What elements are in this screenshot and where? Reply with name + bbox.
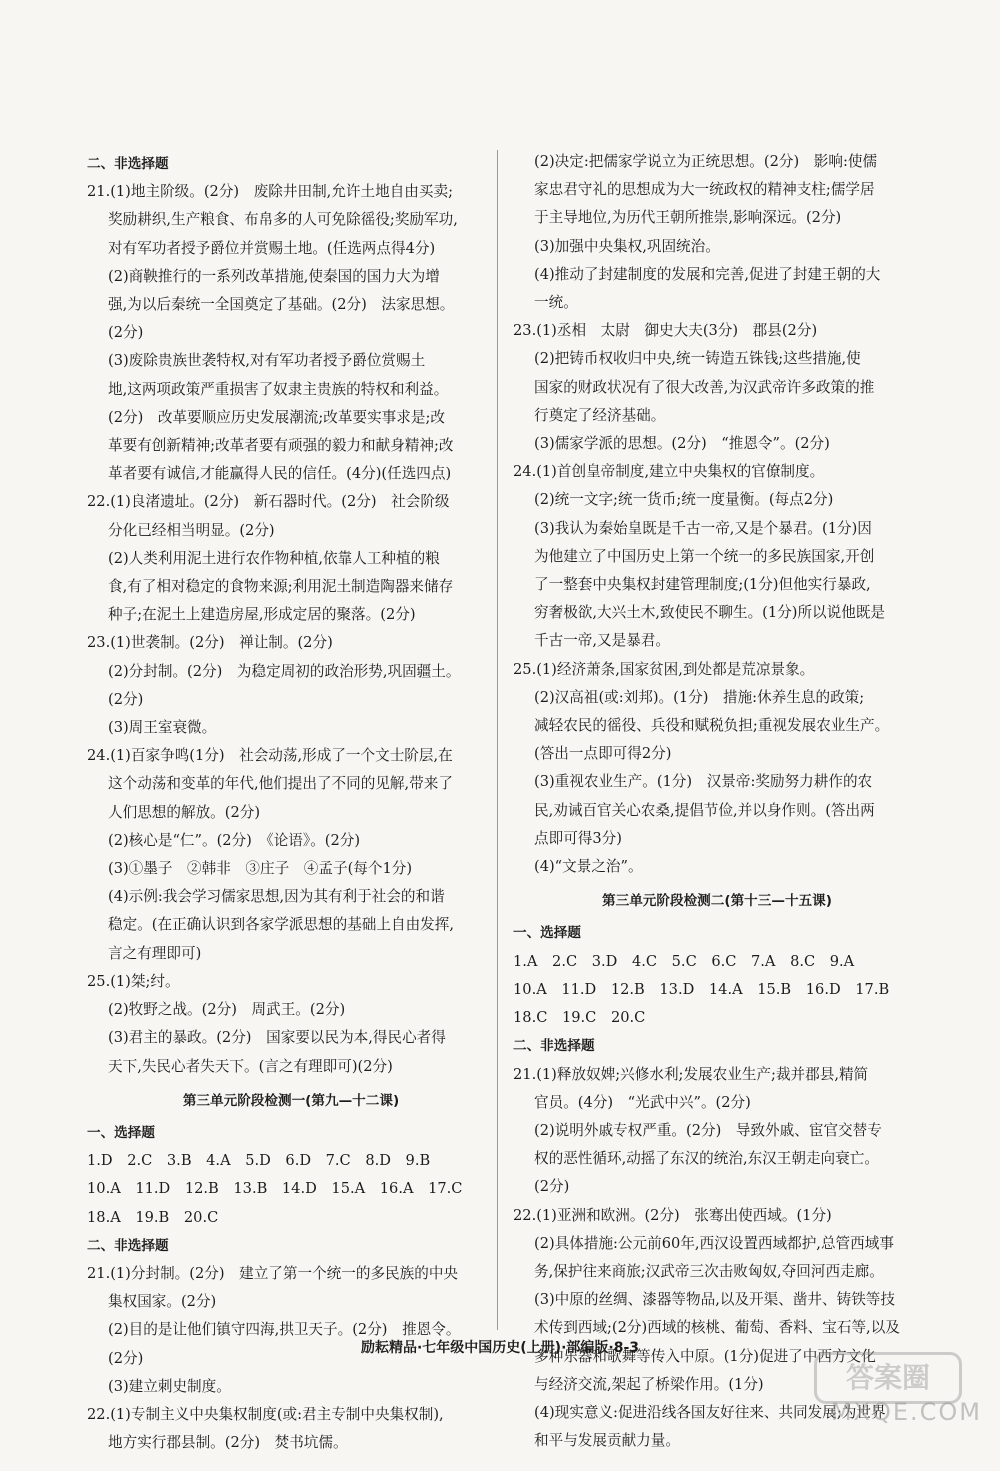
answer-line: (4)示例:我会学习儒家思想,因为其有利于社会的和谐 — [108, 888, 445, 906]
answer-line: (2)统一文字;统一货币;统一度量衡。(每点2分) — [534, 491, 834, 509]
answer-line: (2)牧野之战。(2分) 周武王。(2分) — [108, 1001, 346, 1019]
answer-line: 官员。(4分) “光武中兴”。(2分) — [534, 1093, 751, 1111]
watermark-site: MXQE.COM — [830, 1398, 982, 1426]
answer-line: 强,为以后秦统一全国奠定了基础。(2分) 法家思想。 — [108, 296, 455, 314]
section-heading: 二、非选择题 — [87, 156, 169, 172]
section-heading: 二、非选择题 — [87, 1237, 169, 1254]
answer-line: 人们思想的解放。(2分) — [108, 803, 261, 821]
answer-line: 1.A 2.C 3.D 4.C 5.C 6.C 7.A 8.C 9.A — [513, 952, 855, 970]
answer-line: (2)分封制。(2分) 为稳定周初的政治形势,巩固疆土。 — [108, 662, 461, 680]
answer-line: 天下,失民心者失天下。(言之有理即可)(2分) — [108, 1057, 393, 1075]
answer-line: 23.(1)世袭制。(2分) 禅让制。(2分) — [87, 634, 333, 652]
answer-line: 与经济交流,架起了桥梁作用。(1分) — [534, 1375, 764, 1393]
unit-title: 第三单元阶段检测一(第九—十二课) — [182, 1092, 400, 1109]
answer-line: 革者要有诚信,才能赢得人民的信任。(4分)(任选四点) — [108, 465, 452, 483]
answer-line: 为他建立了中国历史上第一个统一的多民族国家,开创 — [534, 547, 875, 565]
answer-line: 一统。 — [534, 294, 578, 312]
answer-line: 集权国家。(2分) — [108, 1293, 217, 1311]
answer-line: (2分) — [108, 690, 144, 708]
answer-line: (2)说明外戚专权严重。(2分) 导致外戚、宦官交替专 — [534, 1121, 882, 1139]
answer-line: 行奠定了经济基础。 — [534, 406, 666, 424]
answer-line: 23.(1)丞相 太尉 御史大夫(3分) 郡县(2分) — [513, 322, 818, 340]
answer-line: (3)周王室衰微。 — [108, 719, 217, 737]
answer-line: 穷奢极欲,大兴土木,致使民不聊生。(1分)所以说他既是 — [534, 604, 886, 622]
answer-line: 权的恶性循环,动摇了东汉的统治,东汉王朝走向衰亡。 — [534, 1150, 879, 1168]
answer-line: 21.(1)地主阶级。(2分) 废除井田制,允许土地自由买卖; — [87, 183, 453, 201]
answer-line: 地,这两项政策严重损害了奴隶主贵族的特权和利益。 — [108, 380, 449, 398]
answer-line: 这个动荡和变革的年代,他们提出了不同的见解,带来了 — [108, 775, 453, 793]
answer-line: 21.(1)释放奴婢;兴修水利;发展农业生产;裁并郡县,精简 — [513, 1065, 869, 1083]
answer-line: (3)君主的暴政。(2分) 国家要以民为本,得民心者得 — [108, 1029, 446, 1047]
answer-line: 民,劝诫百官关心农桑,提倡节俭,并以身作则。(答出两 — [534, 801, 875, 819]
answer-line: 点即可得3分) — [534, 829, 622, 847]
answer-line: (3)加强中央集权,巩固统治。 — [534, 237, 720, 255]
answer-line: (3)建立刺史制度。 — [108, 1377, 231, 1395]
answer-line: (2)人类利用泥土进行农作物种植,依靠人工种植的粮 — [108, 549, 440, 567]
answer-line: 25.(1)经济萧条,国家贫困,到处都是荒凉景象。 — [513, 660, 815, 678]
answer-line: 多种乐器和歌舞等传入中原。(1分)促进了中西方文化 — [534, 1347, 876, 1365]
answer-line: 21.(1)分封制。(2分) 建立了第一个统一的多民族的中央 — [87, 1264, 459, 1282]
answer-line: (3)重视农业生产。(1分) 汉景帝:奖励努力耕作的农 — [534, 773, 873, 791]
answer-line: 18.A 19.B 20.C — [87, 1208, 219, 1226]
answer-line: 22.(1)亚洲和欧洲。(2分) 张骞出使西域。(1分) — [513, 1206, 832, 1224]
answer-line: 种子;在泥土上建造房屋,形成定居的聚落。(2分) — [108, 606, 416, 624]
left-column — [87, 150, 495, 1457]
answer-line: (答出一点即可得2分) — [534, 745, 672, 763]
answer-line: 言之有理即可) — [108, 944, 202, 962]
answer-line: (2)具体措施:公元前60年,西汉设置西域都护,总管西域事 — [534, 1234, 894, 1252]
column-divider — [497, 150, 498, 1330]
answer-line: 10.A 11.D 12.B 13.B 14.D 15.A 16.A 17.C — [87, 1180, 463, 1198]
answer-line: (3)我认为秦始皇既是千古一帝,又是个暴君。(1分)因 — [534, 519, 872, 537]
answer-line: (2分) — [108, 1349, 144, 1367]
answer-line: 10.A 11.D 12.B 13.D 14.A 15.B 16.D 17.B — [513, 980, 890, 998]
answer-line: (2)核心是“仁”。(2分) 《论语》。(2分) — [108, 831, 361, 849]
answer-line: 奖励耕织,生产粮食、布帛多的人可免除徭役;奖励军功, — [108, 211, 458, 229]
answer-line: (2分) — [108, 324, 144, 342]
watermark-logo: 答案圈 — [814, 1352, 962, 1404]
answer-line: 了一整套中央集权封建管理制度;(1分)但他实行暴政, — [534, 576, 871, 594]
unit-title: 第三单元阶段检测二(第十三—十五课) — [602, 893, 832, 910]
answer-line: 国家的财政状况有了很大改善,为汉武帝许多政策的推 — [534, 378, 875, 396]
answer-line: 22.(1)良渚遗址。(2分) 新石器时代。(2分) 社会阶级 — [87, 493, 450, 511]
section-heading: 一、选择题 — [513, 925, 581, 942]
answer-line: (3)废除贵族世袭特权,对有军功者授予爵位赏赐土 — [108, 352, 426, 370]
answer-line: 地方实行郡县制。(2分) 焚书坑儒。 — [108, 1434, 348, 1452]
answer-line: (2)把铸币权收归中央,统一铸造五铢钱;这些措施,使 — [534, 350, 861, 368]
answer-line: 减轻农民的徭役、兵役和赋税负担;重视发展农业生产。 — [534, 717, 890, 735]
answer-line: 稳定。(在正确认识到各家学派思想的基础上自由发挥, — [108, 916, 454, 934]
answer-line: 食,有了相对稳定的食物来源;利用泥土制造陶器来储存 — [108, 578, 454, 596]
answer-line: (2)目的是让他们镇守四海,拱卫天子。(2分) 推恩令。 — [108, 1321, 461, 1339]
answer-line: 分化已经相当明显。(2分) — [108, 521, 275, 539]
answer-line: 和平与发展贡献力量。 — [534, 1432, 680, 1450]
answer-line: 22.(1)专制主义中央集权制度(或:君主专制中央集权制), — [87, 1405, 444, 1423]
answer-line: 家忠君守礼的思想成为大一统政权的精神支柱;儒学居 — [534, 181, 875, 199]
answer-line: 革要有创新精神;改革者要有顽强的毅力和献身精神;改 — [108, 437, 454, 455]
answer-line: 24.(1)首创皇帝制度,建立中央集权的官僚制度。 — [513, 463, 825, 481]
answer-line: (2)决定:把儒家学说立为正统思想。(2分) 影响:使儒 — [534, 153, 878, 170]
answer-line: 千古一帝,又是暴君。 — [534, 632, 670, 650]
answer-line: (2分) — [534, 1178, 570, 1196]
answer-line: (4)“文景之治”。 — [534, 858, 643, 876]
right-column — [513, 148, 921, 1455]
answer-line: (3)儒家学派的思想。(2分) “推恩令”。(2分) — [534, 435, 830, 453]
answer-line: 1.D 2.C 3.B 4.A 5.D 6.D 7.C 8.D 9.B — [87, 1152, 431, 1170]
answer-line: (2)汉高祖(或:刘邦)。(1分) 措施:休养生息的政策; — [534, 688, 865, 706]
answer-line: (3)①墨子 ②韩非 ③庄子 ④孟子(每个1分) — [108, 860, 413, 878]
answer-line: (3)中原的丝绸、漆器等物品,以及开渠、凿井、铸铁等技 — [534, 1291, 895, 1309]
answer-line: (4)推动了封建制度的发展和完善,促进了封建王朝的大 — [534, 265, 881, 283]
answer-line: (4)现实意义:促进沿线各国友好往来、共同发展;为世界 — [534, 1403, 886, 1421]
answer-line: (2)商鞅推行的一系列改革措施,使秦国的国力大为增 — [108, 267, 440, 285]
section-heading: 二、非选择题 — [513, 1038, 595, 1055]
answer-line: 24.(1)百家争鸣(1分) 社会动荡,形成了一个文士阶层,在 — [87, 747, 453, 765]
answer-line: 术传到西域;(2分)西域的核桃、葡萄、香料、宝石等,以及 — [534, 1319, 900, 1337]
section-heading: 一、选择题 — [87, 1124, 155, 1141]
answer-line: 对有军功者授予爵位并赏赐土地。(任选两点得4分) — [108, 239, 436, 257]
page-footer: 励耘精品·七年级中国历史(上册)·部编版·8-3 — [360, 1340, 640, 1356]
answer-line: 于主导地位,为历代王朝所推崇,影响深远。(2分) — [534, 209, 842, 227]
answer-line: 25.(1)桀;纣。 — [87, 972, 180, 990]
answer-line: 18.C 19.C 20.C — [513, 1009, 646, 1027]
answer-line: 务,保护往来商旅;汉武帝三次击败匈奴,夺回河西走廊。 — [534, 1262, 884, 1280]
answer-line: (2分) 改革要顺应历史发展潮流;改革要实事求是;改 — [108, 408, 445, 426]
